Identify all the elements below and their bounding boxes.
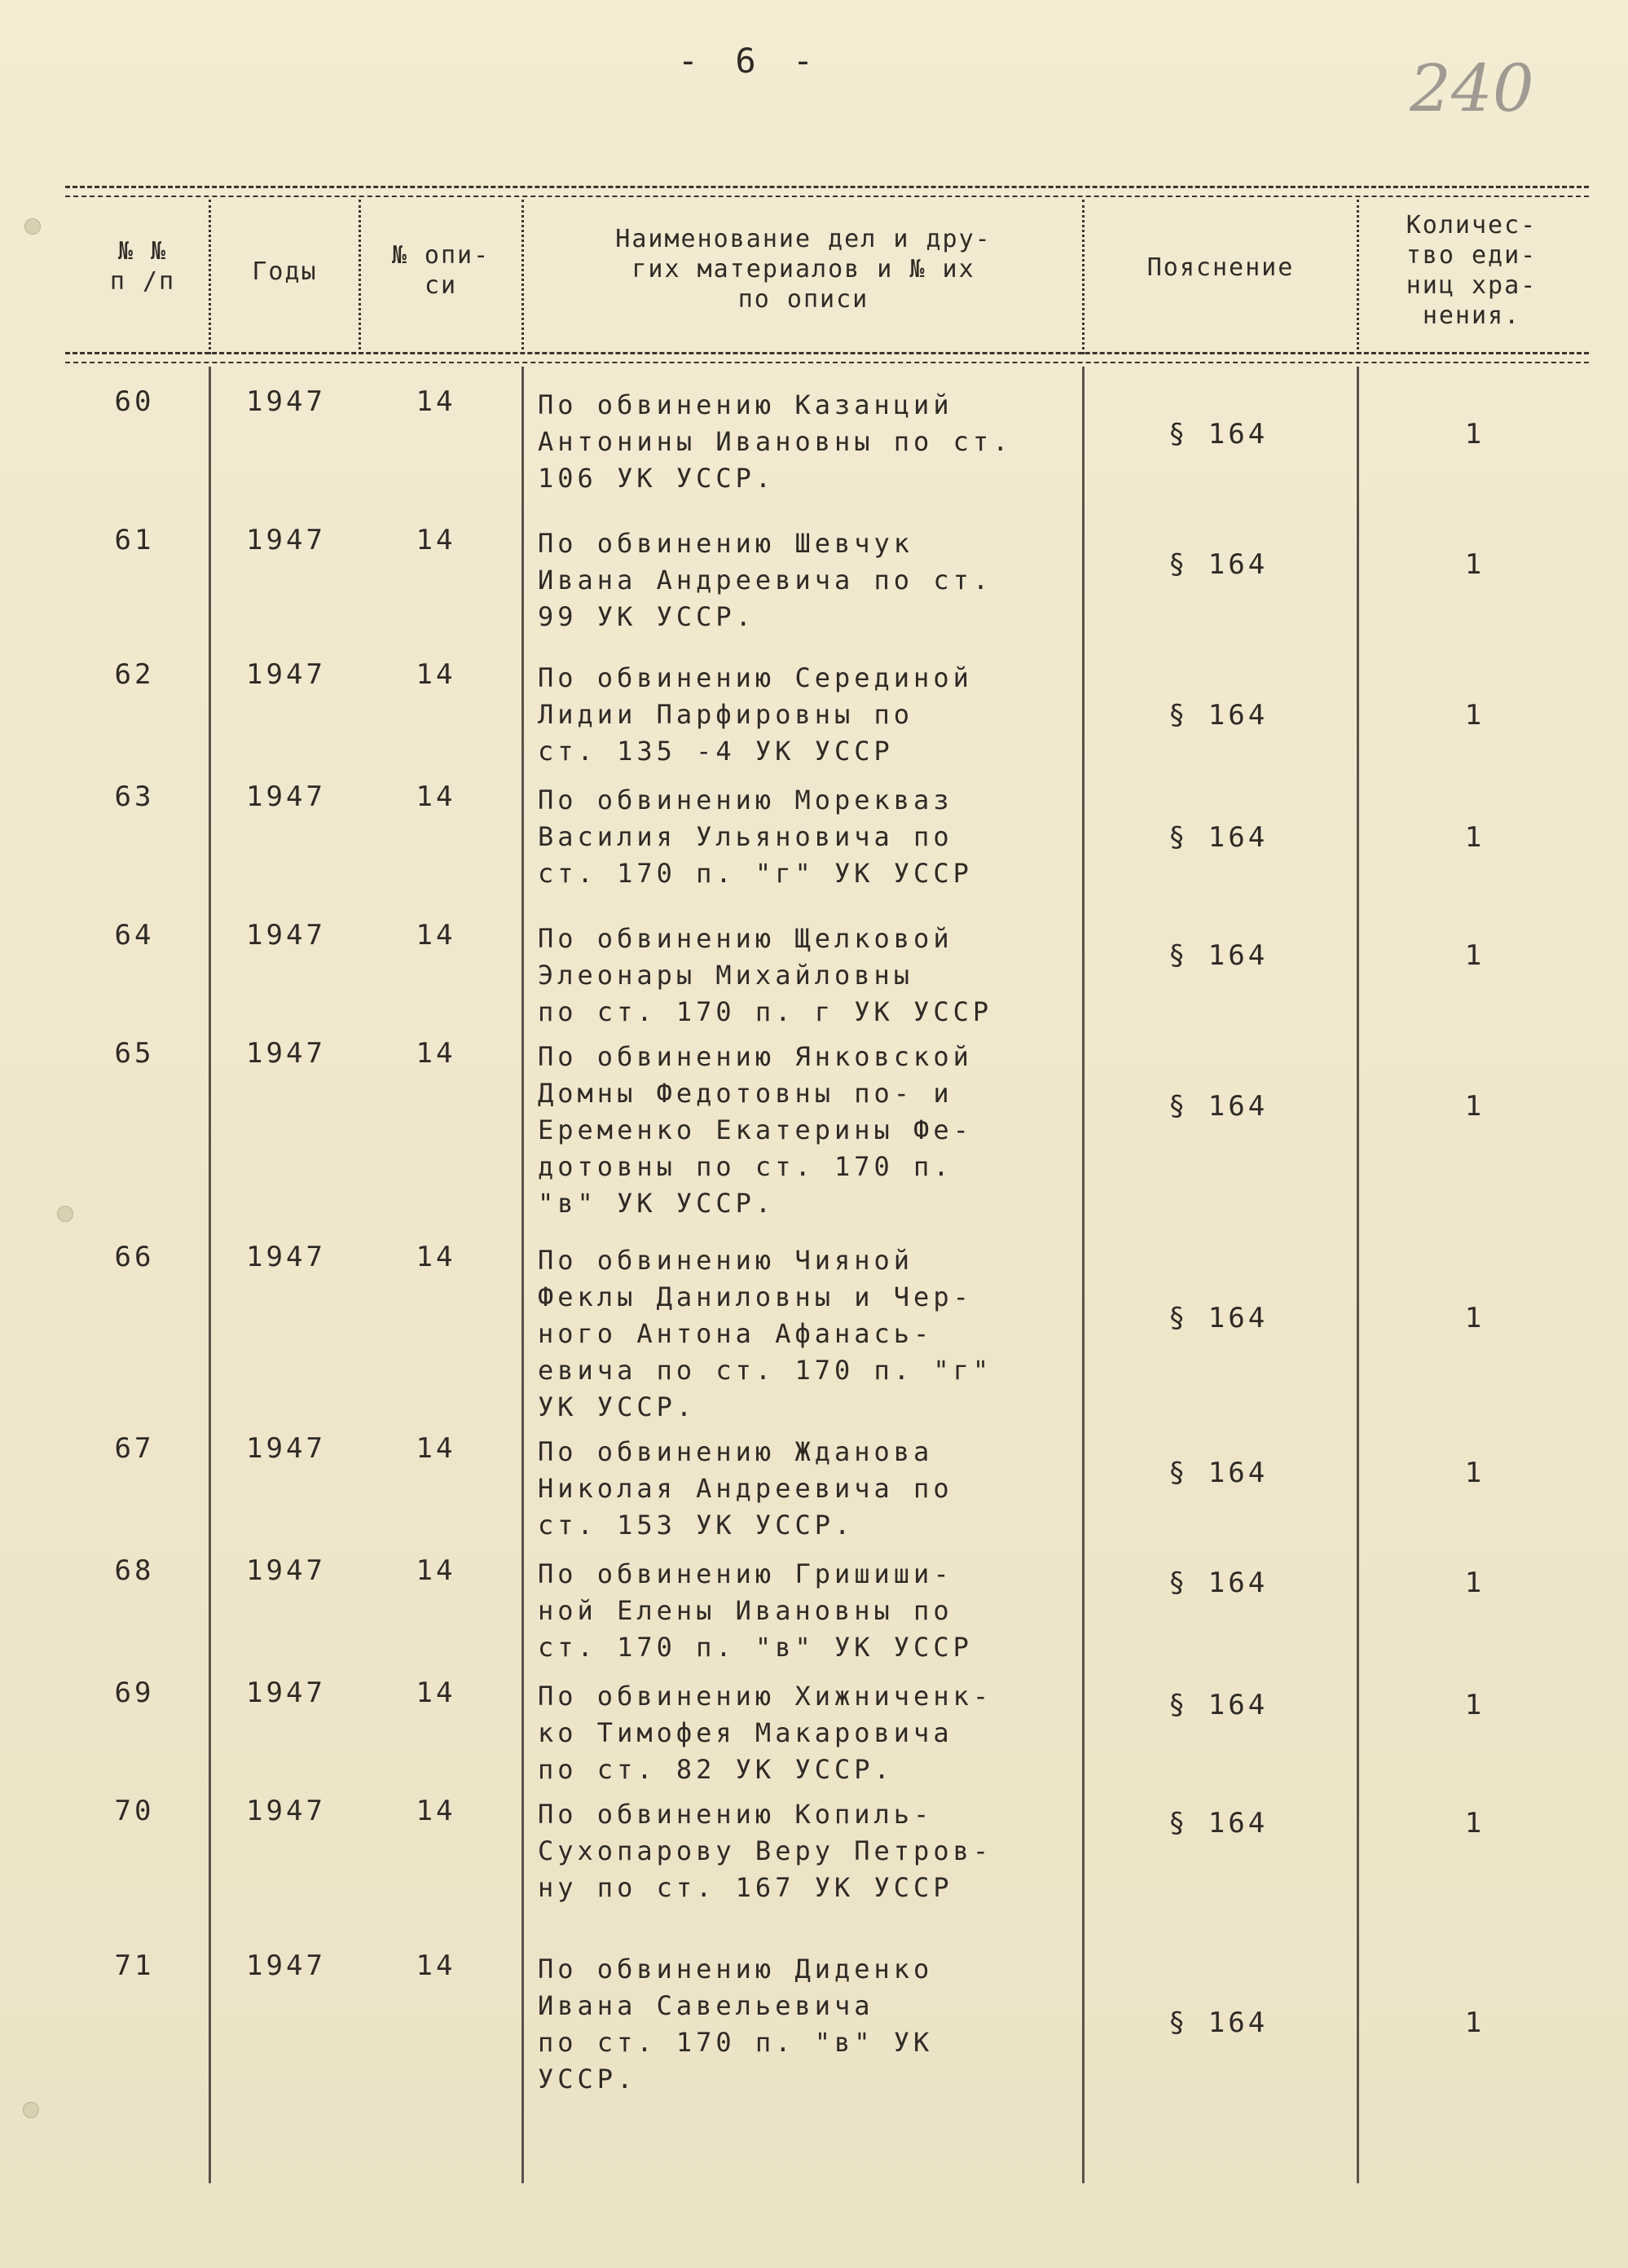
row-description-line: дотовны по ст. 170 п.: [538, 1151, 953, 1182]
row-count: 1: [1464, 548, 1485, 581]
row-number: 60: [114, 385, 155, 418]
table-top-rule: [65, 186, 1589, 188]
row-number: 61: [114, 524, 155, 556]
row-note: § 164: [1168, 548, 1269, 581]
header-count: Количес- тво еди- ниц хра- нения.: [1406, 211, 1538, 330]
row-description-line: по ст. 170 п. г УК УССР: [538, 996, 993, 1027]
row-inventory: 14: [416, 1554, 456, 1587]
row-inventory: 14: [416, 658, 456, 691]
page-number: - 6 -: [677, 41, 822, 81]
row-year: 1947: [246, 1795, 326, 1827]
column-divider: [209, 367, 211, 2183]
row-count: 1: [1464, 1090, 1485, 1123]
header-divider: [521, 200, 524, 354]
row-description: [538, 1556, 1092, 1666]
header-divider: [359, 200, 361, 354]
row-number: 62: [114, 658, 155, 691]
row-description-line: По обвинению Казанций: [538, 389, 953, 420]
row-description-line: Николая Андреевича по: [538, 1473, 953, 1504]
archive-handwritten-number: 240: [1410, 51, 1534, 126]
row-note: § 164: [1168, 699, 1269, 732]
header-num: № № п /п: [109, 237, 176, 296]
row-count: 1: [1464, 1807, 1485, 1839]
row-number: 63: [114, 780, 155, 813]
row-description: [538, 782, 1092, 892]
row-number: 70: [114, 1795, 155, 1827]
row-description: [538, 1434, 1092, 1544]
row-description-line: Сухопарову Веру Петров-: [538, 1835, 993, 1866]
row-year: 1947: [246, 524, 326, 556]
header-divider: [1357, 200, 1359, 354]
row-description-line: По обвинению Хижниченк-: [538, 1681, 993, 1712]
row-number: 69: [114, 1677, 155, 1709]
punch-hole: [57, 1206, 73, 1222]
row-year: 1947: [246, 1432, 326, 1465]
row-description: [538, 1678, 1092, 1788]
row-year: 1947: [246, 1554, 326, 1587]
row-count: 1: [1464, 939, 1485, 972]
row-year: 1947: [246, 919, 326, 952]
row-description-line: ко Тимофея Макаровича: [538, 1717, 953, 1748]
row-description-line: По обвинению Чияной: [538, 1245, 914, 1276]
row-note: § 164: [1168, 1457, 1269, 1489]
row-description-line: По обвинению Янковской: [538, 1041, 973, 1072]
row-note: § 164: [1168, 1567, 1269, 1599]
row-year: 1947: [246, 1677, 326, 1709]
row-description: [538, 1039, 1092, 1222]
row-inventory: 14: [416, 1795, 456, 1827]
row-description-line: По обвинению Серединой: [538, 662, 973, 693]
row-number: 71: [114, 1949, 155, 1982]
row-note: § 164: [1168, 2006, 1269, 2039]
row-description-line: По обвинению Копиль-: [538, 1799, 934, 1830]
row-year: 1947: [246, 780, 326, 813]
row-inventory: 14: [416, 1241, 456, 1273]
row-description-line: Домны Федотовны по- и: [538, 1078, 953, 1109]
row-number: 66: [114, 1241, 155, 1273]
row-note: § 164: [1168, 1090, 1269, 1123]
header-name: Наименование дел и дру- гих материалов и № их по описи: [615, 225, 992, 314]
row-description-line: По обвинению Диденко: [538, 1954, 934, 1984]
row-description-line: УССР.: [538, 2064, 637, 2094]
row-description-line: евича по ст. 170 п. "г": [538, 1355, 993, 1386]
row-count: 1: [1464, 418, 1485, 451]
row-count: 1: [1464, 1689, 1485, 1721]
row-description-line: Лидии Парфировны по: [538, 699, 914, 730]
row-inventory: 14: [416, 385, 456, 418]
punch-hole: [24, 218, 41, 235]
header-bottom-rule: [65, 352, 1589, 354]
header-note: Пояснение: [1146, 253, 1295, 282]
row-year: 1947: [246, 658, 326, 691]
row-count: 1: [1464, 699, 1485, 732]
row-description-line: По обвинению Шевчук: [538, 528, 914, 559]
row-description: [538, 660, 1092, 770]
row-number: 64: [114, 919, 155, 952]
row-description-line: Элеонары Михайловны: [538, 960, 914, 991]
row-description: [538, 1951, 1092, 2098]
row-number: 68: [114, 1554, 155, 1587]
row-count: 1: [1464, 1302, 1485, 1334]
row-description-line: ст. 135 -4 УК УССР: [538, 736, 894, 767]
row-year: 1947: [246, 385, 326, 418]
row-description-line: Еременко Екатерины Фе-: [538, 1114, 973, 1145]
row-description-line: по ст. 170 п. "в" УК: [538, 2027, 934, 2058]
row-description-line: ного Антона Афанась-: [538, 1318, 934, 1349]
row-count: 1: [1464, 1457, 1485, 1489]
row-note: § 164: [1168, 418, 1269, 451]
row-description-line: ной Елены Ивановны по: [538, 1595, 953, 1626]
row-year: 1947: [246, 1949, 326, 1982]
row-description-line: Антонины Ивановны по ст.: [538, 426, 1013, 457]
header-bottom-rule-2: [65, 362, 1589, 363]
row-year: 1947: [246, 1037, 326, 1070]
punch-hole: [23, 2102, 39, 2118]
row-description: [538, 921, 1092, 1031]
row-description: [538, 1796, 1092, 1906]
row-description-line: По обвинению Гришиши-: [538, 1558, 953, 1589]
row-description-line: Ивана Савельевича: [538, 1990, 874, 2021]
row-description-line: По обвинению Щелковой: [538, 923, 953, 954]
row-number: 67: [114, 1432, 155, 1465]
row-description-line: ну по ст. 167 УК УССР: [538, 1872, 953, 1903]
row-inventory: 14: [416, 780, 456, 813]
row-description-line: Василия Ульяновича по: [538, 821, 953, 852]
row-description: [538, 387, 1092, 497]
row-inventory: 14: [416, 1037, 456, 1070]
row-count: 1: [1464, 1567, 1485, 1599]
header-inventory-num: № опи- си: [391, 241, 491, 300]
row-description-line: ст. 170 п. "г" УК УССР: [538, 858, 973, 889]
row-description-line: ст. 170 п. "в" УК УССР: [538, 1632, 973, 1663]
header-divider: [209, 200, 211, 354]
row-description-line: 99 УК УССР.: [538, 601, 755, 632]
table-top-rule-2: [65, 196, 1589, 197]
row-description-line: "в" УК УССР.: [538, 1188, 776, 1219]
row-count: 1: [1464, 2006, 1485, 2039]
row-inventory: 14: [416, 1432, 456, 1465]
row-number: 65: [114, 1037, 155, 1070]
column-divider: [521, 367, 524, 2183]
row-inventory: 14: [416, 524, 456, 556]
column-divider: [1357, 367, 1359, 2183]
row-note: § 164: [1168, 939, 1269, 972]
row-description: [538, 1242, 1092, 1426]
row-year: 1947: [246, 1241, 326, 1273]
row-description: [538, 525, 1092, 635]
row-note: § 164: [1168, 1302, 1269, 1334]
row-note: § 164: [1168, 821, 1269, 854]
row-description-line: ст. 153 УК УССР.: [538, 1510, 855, 1541]
row-inventory: 14: [416, 1677, 456, 1709]
header-divider: [1082, 200, 1085, 354]
row-note: § 164: [1168, 1807, 1269, 1839]
row-description-line: по ст. 82 УК УССР.: [538, 1754, 894, 1785]
row-description-line: По обвинению Жданова: [538, 1436, 934, 1467]
row-description-line: Феклы Даниловны и Чер-: [538, 1281, 973, 1312]
row-description-line: 106 УК УССР.: [538, 463, 776, 494]
row-note: § 164: [1168, 1689, 1269, 1721]
row-inventory: 14: [416, 919, 456, 952]
row-description-line: Ивана Андреевича по ст.: [538, 565, 993, 596]
row-inventory: 14: [416, 1949, 456, 1982]
row-description-line: По обвинению Морекваз: [538, 785, 953, 815]
row-count: 1: [1464, 821, 1485, 854]
row-description-line: УК УССР.: [538, 1391, 697, 1422]
header-years: Годы: [252, 257, 318, 286]
